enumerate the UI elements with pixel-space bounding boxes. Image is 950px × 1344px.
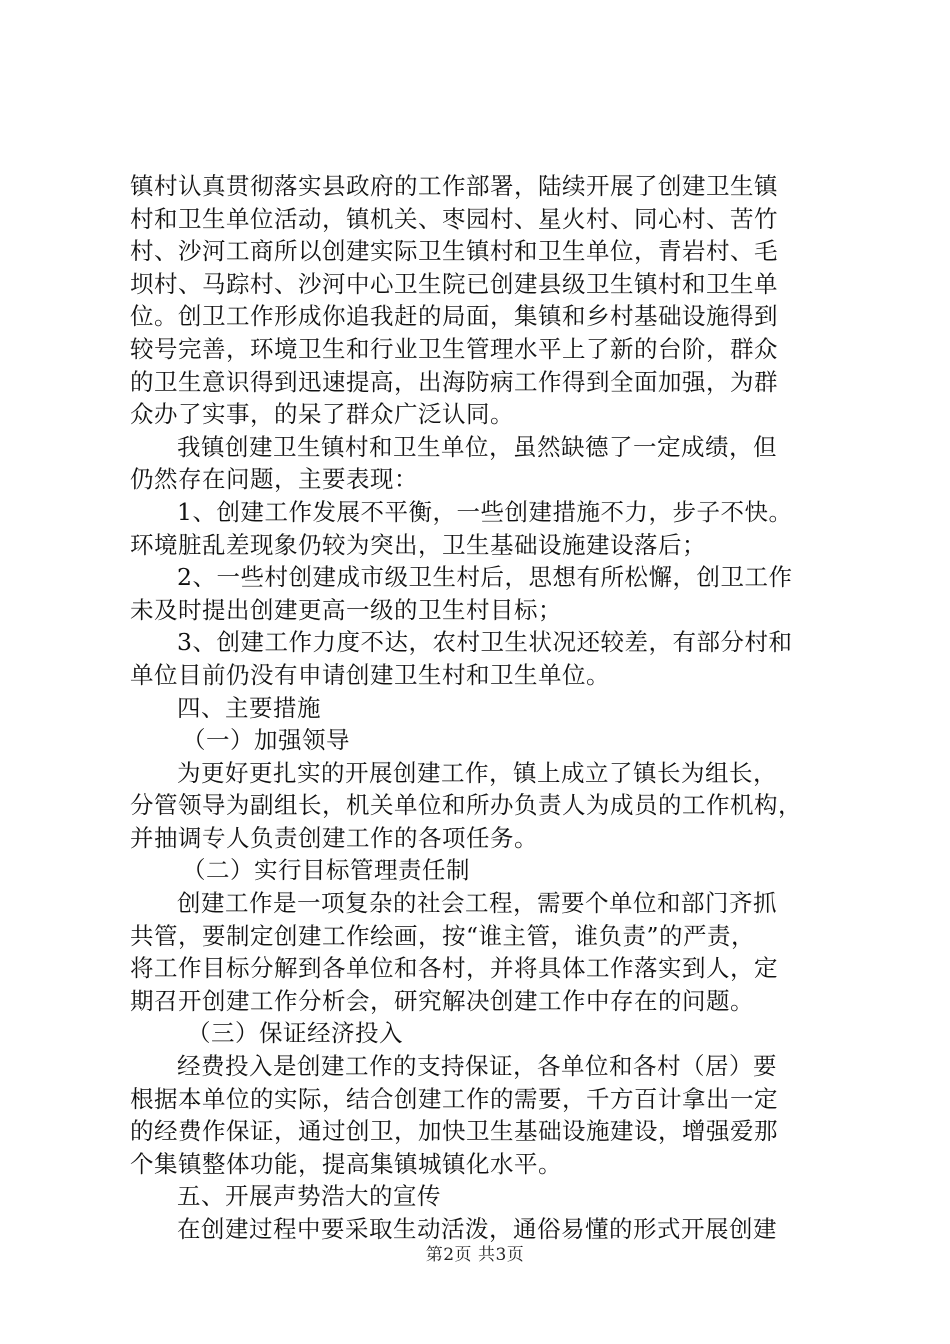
subsection-heading: （一）加强领导	[182, 726, 350, 755]
list-item-line: 2、一些村创建成市级卫生村后，思想有所松懈，创卫工作	[177, 563, 793, 592]
subsection-heading: （三）保证经济投入	[187, 1019, 403, 1048]
paragraph-line: 村和卫生单位活动，镇机关、枣园村、星火村、同心村、苦竹	[130, 204, 778, 233]
paragraph-line: 并抽调专人负责创建工作的各项任务。	[130, 823, 538, 852]
section-heading: 五、开展声势浩大的宣传	[177, 1182, 441, 1211]
paragraph-line: 位。创卫工作形成你追我赶的局面，集镇和乡村基础设施得到	[130, 302, 778, 331]
list-item-line: 环境脏乱差现象仍较为突出，卫生基础设施建设落后；	[130, 530, 706, 559]
paragraph-line: 众办了实事，的呆了群众广泛认同。	[130, 400, 514, 429]
paragraph-line: 共管，要制定创建工作绘画，按“谁主管，谁负责”的严责，	[130, 921, 756, 950]
paragraph-line: 将工作目标分解到各单位和各村，并将具体工作落实到人，定	[130, 954, 778, 983]
paragraph-line: 我镇创建卫生镇村和卫生单位，虽然缺德了一定成绩，但	[177, 432, 777, 461]
document-body	[130, 170, 835, 1246]
list-item-line: 3、创建工作力度不达，农村卫生状况还较差，有部分村和	[177, 628, 793, 657]
paragraph-line: 村、沙河工商所以创建实际卫生镇村和卫生单位，青岩村、毛	[130, 237, 778, 266]
paragraph-line: 个集镇整体功能，提高集镇城镇化水平。	[130, 1149, 562, 1178]
paragraph-line: 仍然存在问题，主要表现：	[130, 465, 418, 494]
list-item-line: 单位目前仍没有申请创建卫生村和卫生单位。	[130, 660, 610, 689]
paragraph-line: 为更好更扎实的开展创建工作，镇上成立了镇长为组长，	[177, 758, 777, 787]
subsection-heading: （二）实行目标管理责任制	[182, 856, 470, 885]
paragraph-line: 经费投入是创建工作的支持保证，各单位和各村（居）要	[177, 1052, 777, 1081]
paragraph-line: 创建工作是一项复杂的社会工程，需要个单位和部门齐抓	[177, 889, 777, 918]
list-item-line: 1、创建工作发展不平衡，一些创建措施不力，步子不快。	[177, 497, 793, 526]
paragraph-line: 较号完善，环境卫生和行业卫生管理水平上了新的台阶，群众	[130, 334, 778, 363]
paragraph-line: 镇村认真贯彻落实县政府的工作部署，陆续开展了创建卫生镇	[130, 172, 778, 200]
paragraph-line: 期召开创建工作分析会，研究解决创建工作中存在的问题。	[130, 986, 754, 1015]
paragraph-line: 坝村、马踪村、沙河中心卫生院已创建县级卫生镇村和卫生单	[130, 269, 778, 298]
paragraph-line: 根据本单位的实际，结合创建工作的需要，千方百计拿出一定	[130, 1084, 778, 1113]
page-number-footer: 第2页 共3页	[425, 1245, 525, 1265]
paragraph-line: 分管领导为副组长，机关单位和所办负责人为成员的工作机构，	[130, 791, 802, 820]
paragraph-line: 的经费作保证，通过创卫，加快卫生基础设施建设，增强爱那	[130, 1117, 778, 1146]
list-item-line: 未及时提出创建更高一级的卫生村目标；	[130, 595, 562, 624]
paragraph-line: 在创建过程中要采取生动活泼，通俗易懂的形式开展创建	[177, 1215, 777, 1243]
paragraph-line: 的卫生意识得到迅速提高，出海防病工作得到全面加强，为群	[130, 367, 778, 396]
section-heading: 四、主要措施	[177, 693, 321, 722]
